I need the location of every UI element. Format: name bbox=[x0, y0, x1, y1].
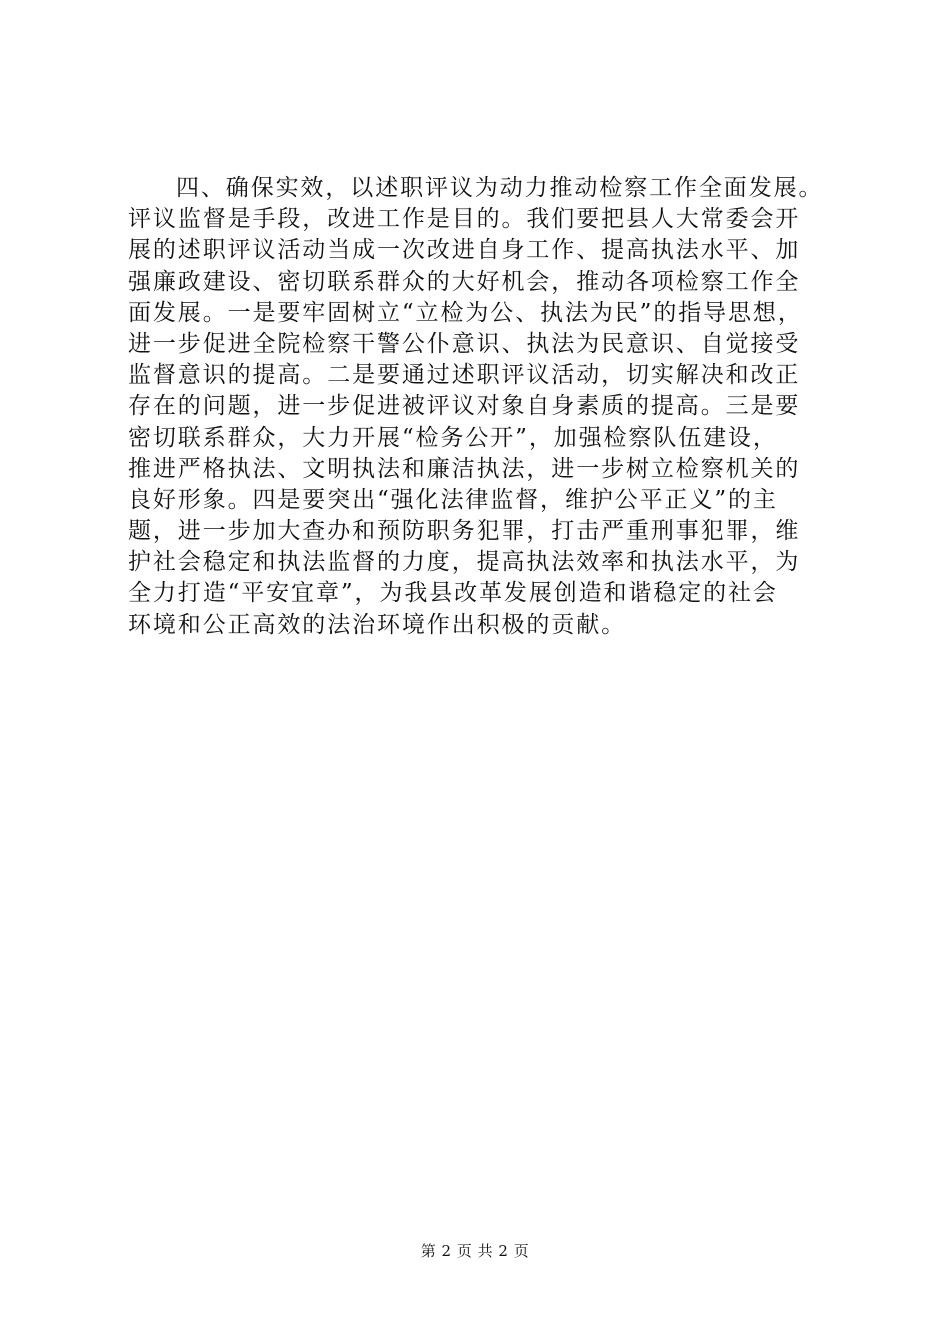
paragraph-line: 良好形象。四是要突出“强化法律监督，维护公平正义”的主 bbox=[128, 486, 778, 513]
paragraph-line: 推进严格执法、文明执法和廉洁执法，进一步树立检察机关的 bbox=[128, 455, 801, 482]
paragraph-line: 监督意识的提高。二是要通过述职评议活动，切实解决和改正 bbox=[128, 362, 801, 389]
page-number-footer: 第 2 页 共 2 页 bbox=[420, 1242, 530, 1260]
paragraph-line: 密切联系群众，大力开展“检务公开”，加强检察队伍建设， bbox=[128, 424, 778, 451]
paragraph-line: 环境和公正高效的法治环境作出积极的贡献。 bbox=[128, 611, 626, 638]
paragraph-line: 评议监督是手段，改进工作是目的。我们要把县人大常委会开 bbox=[128, 206, 801, 233]
paragraph-line: 四、确保实效，以述职评议为动力推动检察工作全面发展。 bbox=[176, 175, 824, 201]
paragraph-line: 护社会稳定和执法监督的力度，提高执法效率和执法水平，为 bbox=[128, 549, 801, 576]
paragraph-line: 进一步促进全院检察干警公仆意识、执法为民意识、自觉接受 bbox=[128, 330, 801, 357]
paragraph-line: 强廉政建设、密切联系群众的大好机会，推动各项检察工作全 bbox=[128, 268, 801, 295]
paragraph-line: 面发展。一是要牢固树立“立检为公、执法为民”的指导思想， bbox=[128, 299, 803, 326]
paragraph-line: 展的述职评议活动当成一次改进自身工作、提高执法水平、加 bbox=[128, 237, 801, 264]
paragraph-line: 题，进一步加大查办和预防职务犯罪，打击严重刑事犯罪，维 bbox=[128, 518, 801, 545]
paragraph-line: 存在的问题，进一步促进被评议对象自身素质的提高。三是要 bbox=[128, 393, 801, 420]
body-paragraph bbox=[128, 173, 833, 641]
paragraph-line: 全力打造“平安宜章”，为我县改革发展创造和谐稳定的社会 bbox=[128, 580, 778, 607]
